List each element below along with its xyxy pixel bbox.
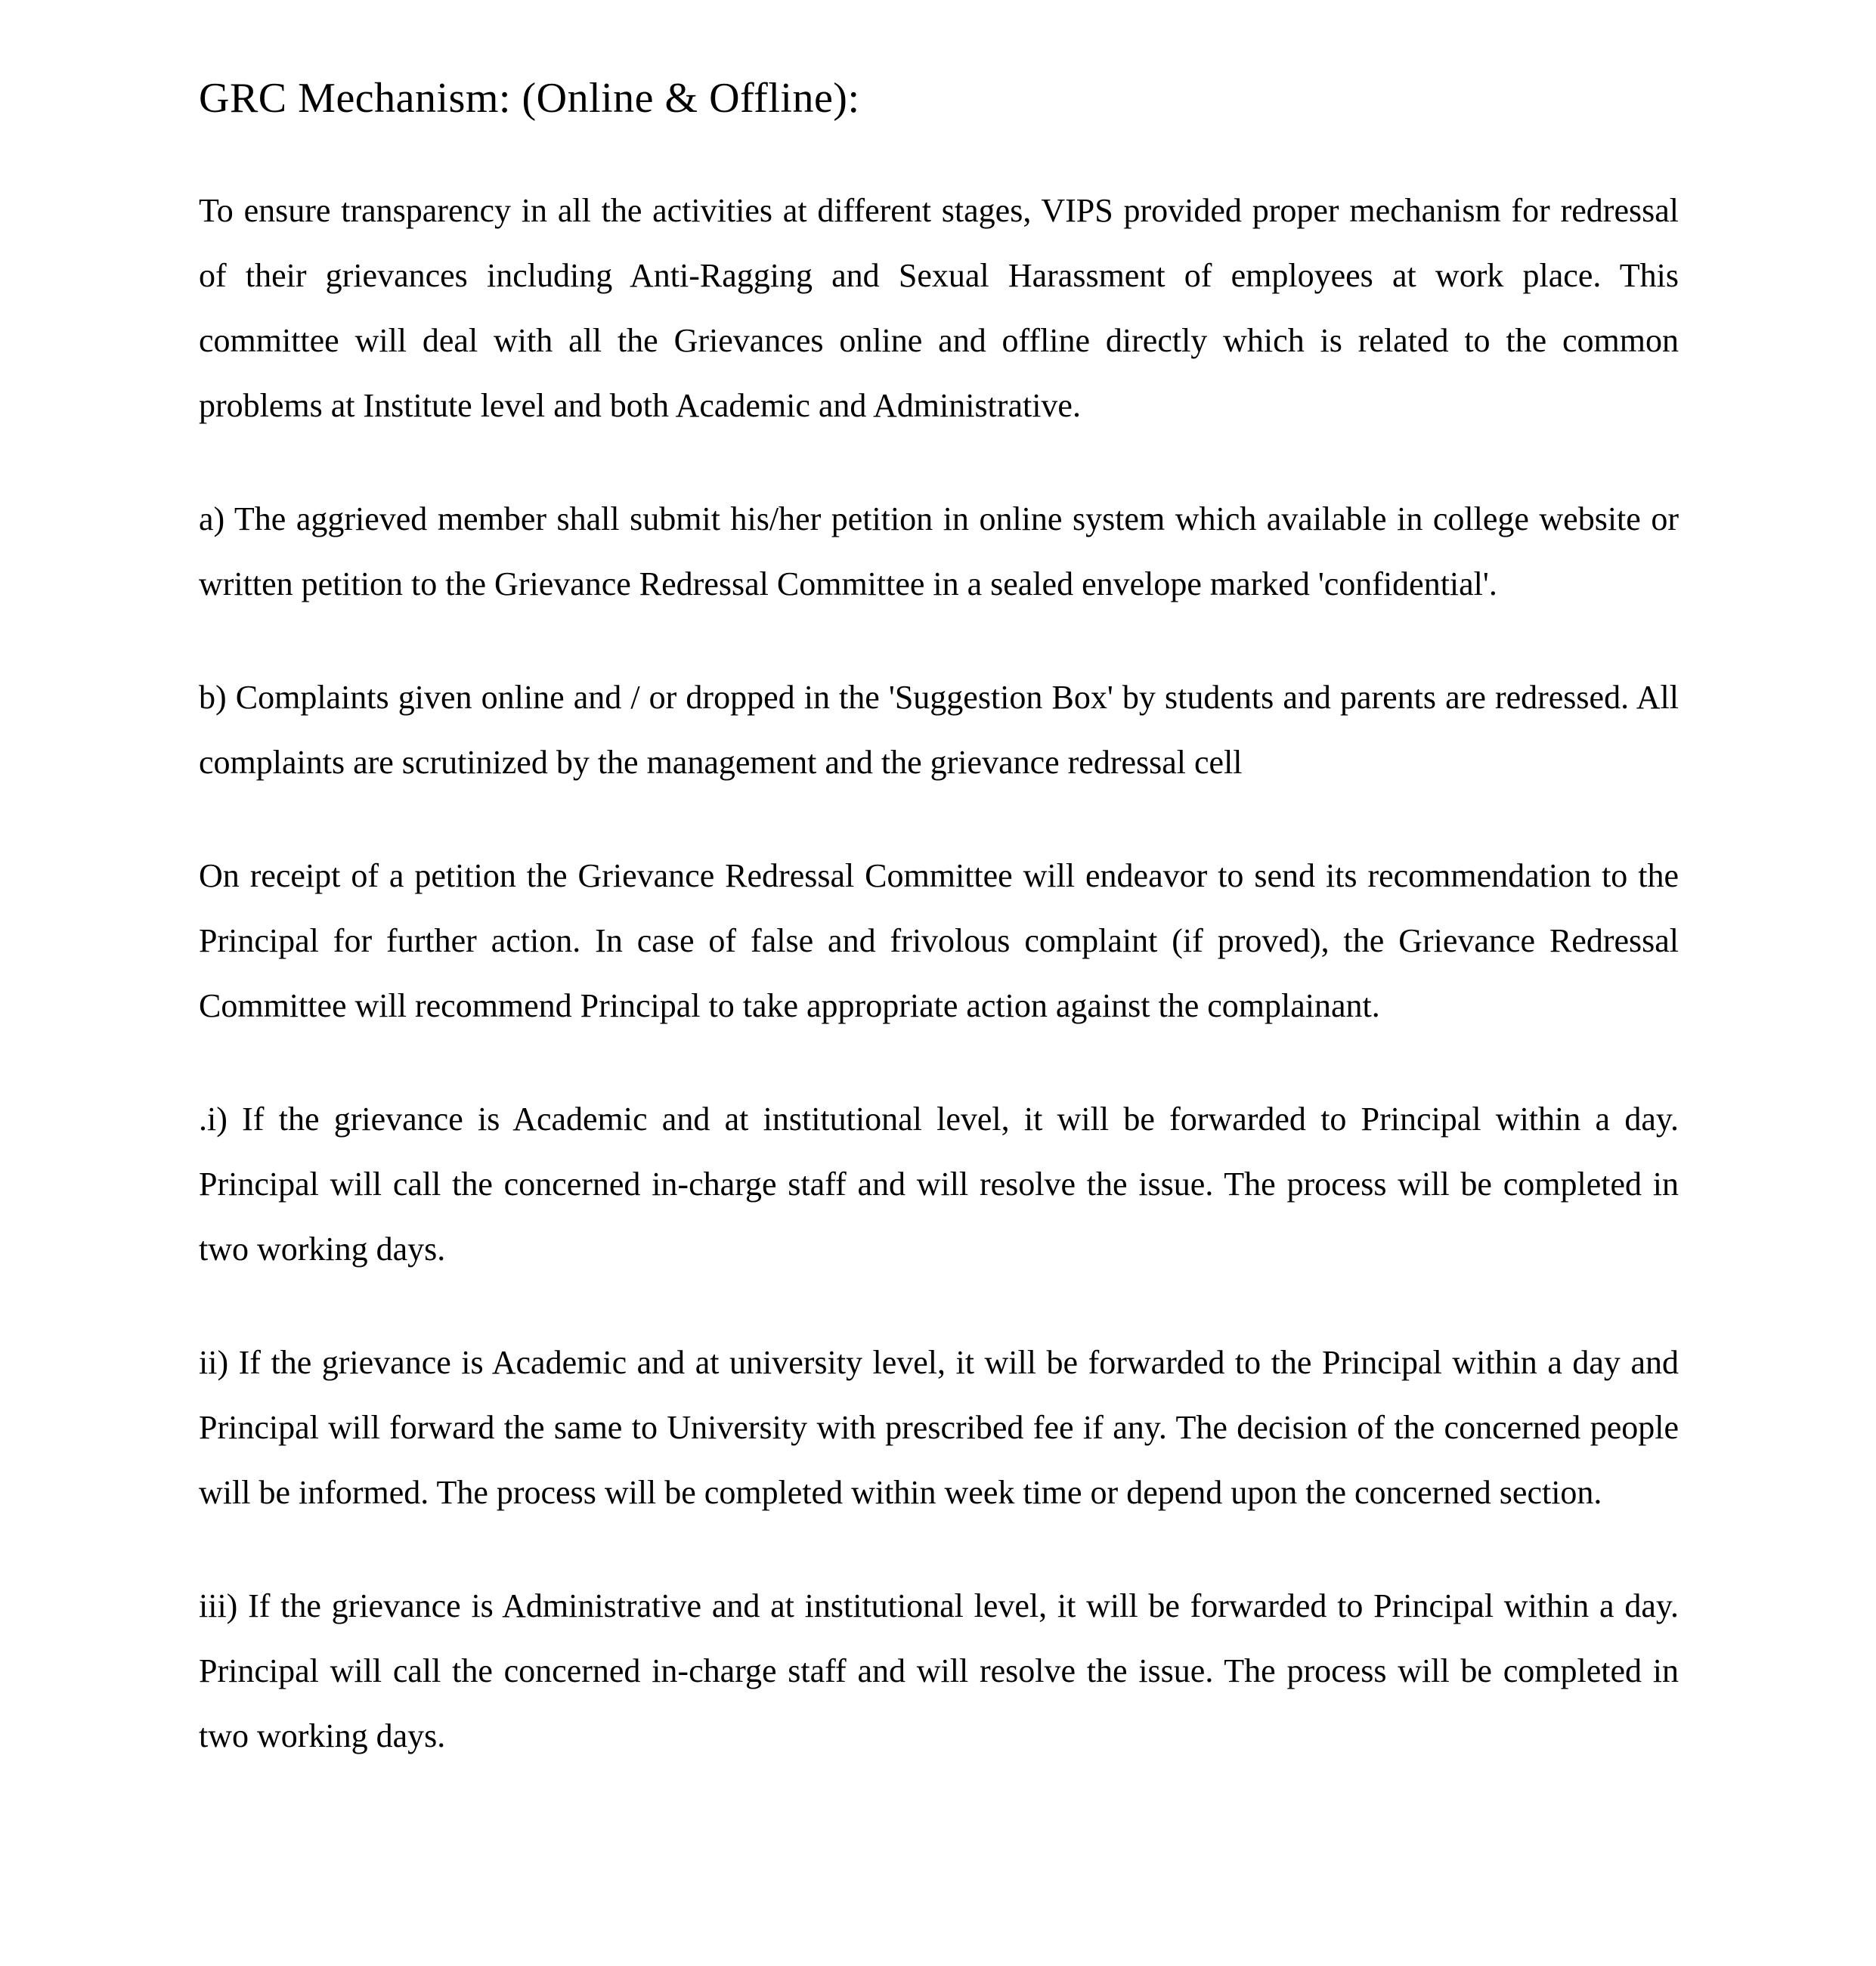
paragraph-item-ii: ii) If the grievance is Academic and at university level, it will be forwarded to the Principal within a day and Principal will forward the same to University with prescribed fee if any. The decision of the concerned people will be informed. The process will be completed within week time or depend upon the concerned section. (199, 1344, 1679, 1511)
paragraph-item-a: a) The aggrieved member shall submit his/her petition in online system which available in college website or written petition to the Grievance Redressal Committee in a sealed envelope marked 'confidential'. (199, 500, 1679, 602)
document-content (199, 73, 1679, 1769)
paragraph-intro: To ensure transparency in all the activities at different stages, VIPS provided proper mechanism for redressal of their grievances including Anti-Ragging and Sexual Harassment of employees at work place. This committee will deal with all the Grievances online and offline directly which is related to the common problems at Institute level and both Academic and Administrative. (199, 192, 1679, 424)
paragraph-item-b: b) Complaints given online and / or dropped in the 'Suggestion Box' by students and parents are redressed. All complaints are scrutinized by the management and the grievance redressal cell (199, 679, 1679, 781)
paragraph-item-i: .i) If the grievance is Academic and at institutional level, it will be forwarded to Principal within a day. Principal will call the concerned in-charge staff and will resolve the issue. The process will be completed in two working days. (199, 1101, 1679, 1268)
paragraph-item-iii: iii) If the grievance is Administrative and at institutional level, it will be forwarded to Principal within a day. Principal will call the concerned in-charge staff and will resolve the issue. The process will be completed in two working days. (199, 1587, 1679, 1754)
page-title: GRC Mechanism: (Online & Offline): (199, 75, 860, 122)
paragraph-receipt: On receipt of a petition the Grievance Redressal Committee will endeavor to send its recommendation to the Principal for further action. In case of false and frivolous complaint (if proved), the Grievance Redressal Committee will recommend Principal to take appropriate action against the complainant. (199, 857, 1679, 1024)
